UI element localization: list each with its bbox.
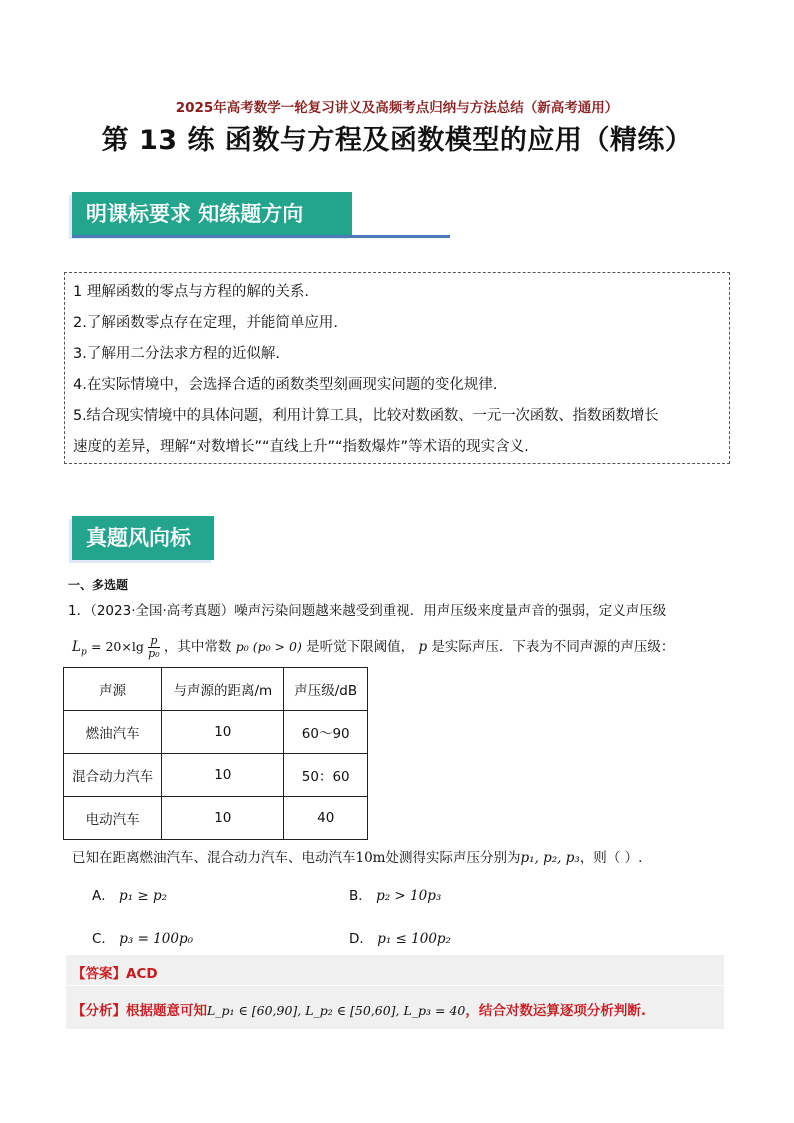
answer-analysis-box [66, 955, 724, 1029]
table-cell: 10 [162, 797, 284, 840]
condition-text-a: 已知在距离燃油汽车、混合动力汽车、电动汽车 [72, 850, 356, 866]
requirement-item: 速度的差异，理解“对数增长”“直线上升”“指数爆炸”等术语的现实含义. [73, 439, 529, 455]
doc-title: 第 13 练 函数与方程及函数模型的应用（精练） [101, 125, 693, 156]
option-label: A． [92, 888, 115, 904]
sound-level-table [63, 667, 368, 840]
answer-value: ACD [126, 966, 158, 982]
table-cell: 50：60 [284, 754, 368, 797]
option-expr: p₂ > 10p₃ [376, 888, 442, 904]
table-header: 声源 [64, 668, 162, 711]
doc-subtitle: 2025年高考数学一轮复习讲义及高频考点归纳与方法总结（新高考通用） [175, 100, 619, 116]
question-1-stem-line1: 1．（2023·全国·高考真题）噪声污染问题越来越受到重视．用声压级来度量声音的强弱，定义声压级 [68, 603, 667, 619]
condition-text-e: ，则（ ）. [579, 850, 643, 866]
requirement-item: 2.了解函数零点存在定理，并能简单应用. [73, 315, 338, 331]
condition-pressures: p₁, p₂, p₃ [520, 850, 580, 866]
stem-text-b: 是听觉下限阈值， [306, 639, 415, 655]
stem-text-a: ，其中常数 [163, 639, 232, 655]
table-header-row [64, 668, 368, 711]
formula-p: p [418, 639, 428, 655]
requirement-item: 1 理解函数的零点与方程的解的关系. [73, 284, 309, 300]
curriculum-requirements-box [64, 272, 730, 464]
requirement-item: 4.在实际情境中，会选择合适的函数类型刻画现实问题的变化规律. [73, 377, 498, 393]
analysis-text-a: 根据题意可知 [126, 1003, 207, 1019]
option-label: C． [92, 931, 115, 947]
requirement-item: 3.了解用二分法求方程的近似解. [73, 346, 280, 362]
answer-line [72, 962, 158, 982]
table-cell: 40 [284, 797, 368, 840]
question-1-stem-line2 [72, 630, 674, 664]
option-c[interactable] [92, 927, 193, 947]
banner-underline [72, 235, 450, 238]
analysis-tag: 【分析】 [72, 1003, 126, 1019]
requirement-item: 5.结合现实情境中的具体问题，利用计算工具，比较对数函数、一元一次函数、指数函数增长 [73, 408, 659, 424]
stem-text-c: 是实际声压．下表为不同声源的声压级： [431, 639, 675, 655]
condition-distance: 10m [355, 850, 386, 866]
question-type-heading: 一、多选题 [68, 578, 129, 592]
table-header: 与声源的距离/m [162, 668, 284, 711]
option-b[interactable] [349, 884, 441, 904]
formula-const: p₀ (p₀ > 0) [235, 639, 302, 654]
analysis-line [72, 999, 646, 1019]
formula-lhs: $L_p$ [72, 639, 87, 658]
option-label: D． [349, 931, 373, 947]
option-a[interactable] [92, 884, 167, 904]
formula-eq: = 20×lg [91, 639, 144, 654]
table-header: 声压级/dB [284, 668, 368, 711]
formula-fraction: $\frac{p}{\text{p₀}}$ [148, 633, 160, 660]
section-banner-exam-trends: 真题风向标 [72, 516, 214, 560]
answer-tag: 【答案】 [72, 966, 126, 982]
table-row [64, 711, 368, 754]
table-row [64, 797, 368, 840]
table-cell: 10 [162, 711, 284, 754]
option-label: B． [349, 888, 372, 904]
question-1-condition [72, 846, 642, 866]
table-row [64, 754, 368, 797]
condition-text-c: 处测得实际声压分别为 [385, 850, 521, 866]
table-cell: 60～90 [284, 711, 368, 754]
table-cell: 混合动力汽车 [64, 754, 162, 797]
section-banner-curriculum: 明课标要求 知练题方向 [72, 192, 352, 236]
table-cell: 电动汽车 [64, 797, 162, 840]
option-d[interactable] [349, 927, 451, 947]
option-expr: p₁ ≥ p₂ [119, 888, 168, 904]
option-expr: p₃ = 100p₀ [119, 931, 194, 947]
answer-divider [66, 985, 724, 986]
option-expr: p₁ ≤ 100p₂ [377, 931, 451, 947]
table-cell: 10 [162, 754, 284, 797]
analysis-math: L_p₁ ∈ [60,90], L_p₂ ∈ [50,60], L_p₃ = 40 [207, 1003, 466, 1018]
analysis-text-b: ，结合对数运算逐项分析判断. [465, 1003, 647, 1019]
table-cell: 燃油汽车 [64, 711, 162, 754]
